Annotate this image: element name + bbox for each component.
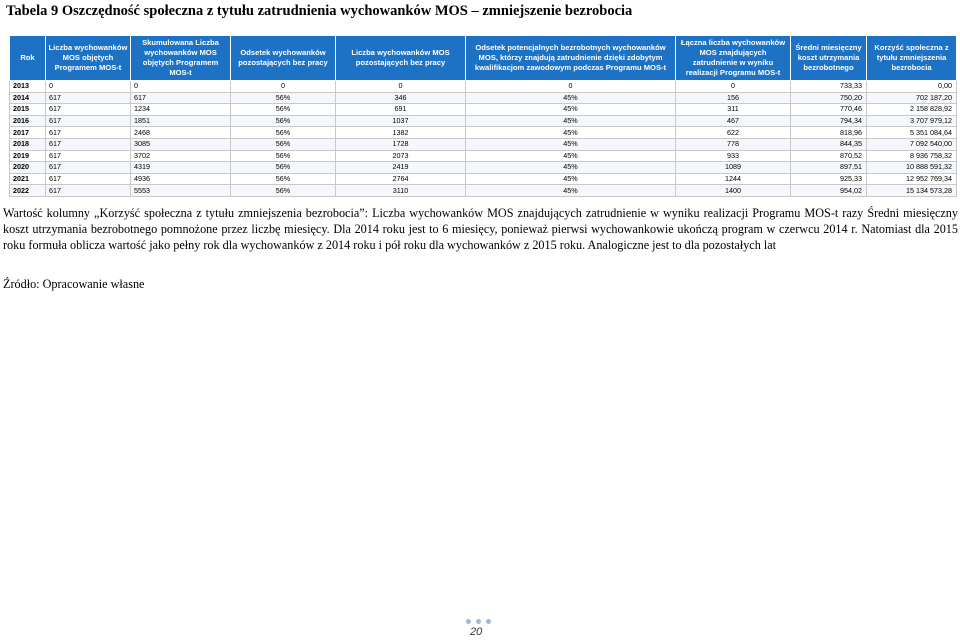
header-social-benefit: Korzyść społeczna z tytułu zmniejszenia bezrobocia [867, 36, 957, 81]
cell-year: 2015 [10, 104, 46, 116]
cell-unemployed-rate: 56% [231, 138, 336, 150]
cell-year: 2014 [10, 92, 46, 104]
cell-employed-total: 778 [676, 138, 791, 150]
table-header-row [10, 36, 957, 81]
cell-cumulative: 4936 [131, 173, 231, 185]
table-row [10, 127, 957, 139]
cell-enrolled: 617 [46, 127, 131, 139]
cell-cumulative: 1851 [131, 115, 231, 127]
cell-employed-total: 1400 [676, 185, 791, 197]
cell-unemployed-count: 2073 [336, 150, 466, 162]
cell-employed-rate: 45% [466, 150, 676, 162]
cell-year: 2019 [10, 150, 46, 162]
cell-year: 2018 [10, 138, 46, 150]
cell-unemployed-rate: 56% [231, 127, 336, 139]
cell-unemployed-count: 0 [336, 81, 466, 93]
explanation-paragraph: Wartość kolumny „Korzyść społeczna z tytułu zmniejszenia bezrobocia”: Liczba wychowanków MOS znajdujących zatrudnienie w wyniku realizacji Programu MOS-t razy Średni miesięczny koszt utrzymania bezrobotnego pomnożone przez liczbę miesięcy. Dla 2014 roku jest to 6 miesięcy, ponieważ pierwsi wychowankowie ukończą program w czerwcu 2014 r. Natomiast dla 2015 roku formuła oblicza wartość jako pełny rok dla wychowanków z 2014 roku i pół roku dla wychowanków z 2015 roku. Analogiczne jest to dla pozostałych lat [3, 206, 958, 252]
header-unemployed-count: Liczba wychowanków MOS pozostających bez pracy [336, 36, 466, 81]
cell-monthly-cost: 954,02 [791, 185, 867, 197]
cell-year: 2017 [10, 127, 46, 139]
cell-employed-rate: 45% [466, 138, 676, 150]
cell-unemployed-rate: 56% [231, 92, 336, 104]
cell-unemployed-rate: 56% [231, 185, 336, 197]
cell-social-benefit: 15 134 573,28 [867, 185, 957, 197]
cell-monthly-cost: 750,20 [791, 92, 867, 104]
cell-monthly-cost: 925,33 [791, 173, 867, 185]
source-note: Źródło: Opracowanie własne [3, 277, 145, 291]
table-row [10, 138, 957, 150]
header-enrolled: Liczba wychowanków MOS objętych Programem MOS-t [46, 36, 131, 81]
cell-unemployed-rate: 56% [231, 115, 336, 127]
table-row [10, 104, 957, 116]
data-table-container [9, 35, 956, 197]
header-employed-rate: Odsetek potencjalnych bezrobotnych wychowanków MOS, którzy znajdują zatrudnienie dzięki zdobytym kwalifikacjom zawodowym podczas Programu MOS-t [466, 36, 676, 81]
cell-employed-total: 0 [676, 81, 791, 93]
cell-social-benefit: 2 158 828,92 [867, 104, 957, 116]
cell-enrolled: 617 [46, 173, 131, 185]
cell-year: 2013 [10, 81, 46, 93]
cell-monthly-cost: 844,35 [791, 138, 867, 150]
cell-employed-rate: 45% [466, 115, 676, 127]
page-number: 20 [470, 626, 483, 638]
cell-employed-rate: 45% [466, 92, 676, 104]
header-cumulative: Skumulowana Liczba wychowanków MOS objętych Programem MOS-t [131, 36, 231, 81]
cell-unemployed-count: 2764 [336, 173, 466, 185]
header-monthly-cost: Średni miesięczny koszt utrzymania bezrobotnego [791, 36, 867, 81]
cell-unemployed-rate: 0 [231, 81, 336, 93]
cell-unemployed-count: 346 [336, 92, 466, 104]
cell-monthly-cost: 794,34 [791, 115, 867, 127]
header-employed-total: Łączna liczba wychowanków MOS znajdujących zatrudnienie w wyniku realizacji Programu MOS-t [676, 36, 791, 81]
cell-social-benefit: 12 952 769,34 [867, 173, 957, 185]
savings-table [9, 35, 957, 197]
cell-social-benefit: 3 707 979,12 [867, 115, 957, 127]
cell-employed-total: 933 [676, 150, 791, 162]
cell-cumulative: 1234 [131, 104, 231, 116]
cell-cumulative: 2468 [131, 127, 231, 139]
cell-employed-rate: 0 [466, 81, 676, 93]
cell-employed-rate: 45% [466, 104, 676, 116]
table-row [10, 150, 957, 162]
cell-employed-total: 156 [676, 92, 791, 104]
table-row [10, 92, 957, 104]
cell-monthly-cost: 770,46 [791, 104, 867, 116]
cell-year: 2021 [10, 173, 46, 185]
cell-employed-total: 311 [676, 104, 791, 116]
cell-monthly-cost: 818,96 [791, 127, 867, 139]
cell-unemployed-count: 1382 [336, 127, 466, 139]
cell-social-benefit: 8 936 758,32 [867, 150, 957, 162]
cell-employed-rate: 45% [466, 162, 676, 174]
cell-enrolled: 617 [46, 150, 131, 162]
page-dots-decoration [466, 619, 491, 624]
cell-unemployed-count: 3110 [336, 185, 466, 197]
cell-cumulative: 617 [131, 92, 231, 104]
table-row [10, 185, 957, 197]
cell-cumulative: 3085 [131, 138, 231, 150]
dot-icon [466, 619, 471, 624]
cell-unemployed-rate: 56% [231, 162, 336, 174]
cell-enrolled: 617 [46, 115, 131, 127]
cell-year: 2020 [10, 162, 46, 174]
cell-unemployed-count: 1728 [336, 138, 466, 150]
cell-cumulative: 0 [131, 81, 231, 93]
dot-icon [486, 619, 491, 624]
header-year: Rok [10, 36, 46, 81]
cell-cumulative: 5553 [131, 185, 231, 197]
cell-monthly-cost: 870,52 [791, 150, 867, 162]
cell-social-benefit: 5 351 084,64 [867, 127, 957, 139]
cell-social-benefit: 702 187,20 [867, 92, 957, 104]
cell-unemployed-rate: 56% [231, 173, 336, 185]
header-unemployed-rate: Odsetek wychowanków pozostających bez pracy [231, 36, 336, 81]
cell-cumulative: 4319 [131, 162, 231, 174]
cell-year: 2022 [10, 185, 46, 197]
cell-unemployed-count: 691 [336, 104, 466, 116]
cell-employed-total: 1244 [676, 173, 791, 185]
cell-cumulative: 3702 [131, 150, 231, 162]
table-row [10, 81, 957, 93]
cell-employed-total: 467 [676, 115, 791, 127]
table-row [10, 162, 957, 174]
cell-enrolled: 0 [46, 81, 131, 93]
dot-icon [476, 619, 481, 624]
cell-unemployed-rate: 56% [231, 150, 336, 162]
cell-social-benefit: 0,00 [867, 81, 957, 93]
cell-enrolled: 617 [46, 92, 131, 104]
cell-enrolled: 617 [46, 162, 131, 174]
cell-social-benefit: 7 092 540,00 [867, 138, 957, 150]
cell-unemployed-count: 2419 [336, 162, 466, 174]
cell-enrolled: 617 [46, 138, 131, 150]
table-row [10, 115, 957, 127]
cell-year: 2016 [10, 115, 46, 127]
cell-employed-rate: 45% [466, 185, 676, 197]
cell-enrolled: 617 [46, 104, 131, 116]
table-caption: Tabela 9 Oszczędność społeczna z tytułu zatrudnienia wychowanków MOS – zmniejszenie bezrobocia [6, 3, 633, 19]
cell-monthly-cost: 897,51 [791, 162, 867, 174]
table-row [10, 173, 957, 185]
cell-enrolled: 617 [46, 185, 131, 197]
cell-unemployed-count: 1037 [336, 115, 466, 127]
cell-employed-total: 1089 [676, 162, 791, 174]
cell-social-benefit: 10 888 591,32 [867, 162, 957, 174]
cell-employed-rate: 45% [466, 127, 676, 139]
cell-employed-total: 622 [676, 127, 791, 139]
cell-unemployed-rate: 56% [231, 104, 336, 116]
cell-monthly-cost: 733,33 [791, 81, 867, 93]
cell-employed-rate: 45% [466, 173, 676, 185]
